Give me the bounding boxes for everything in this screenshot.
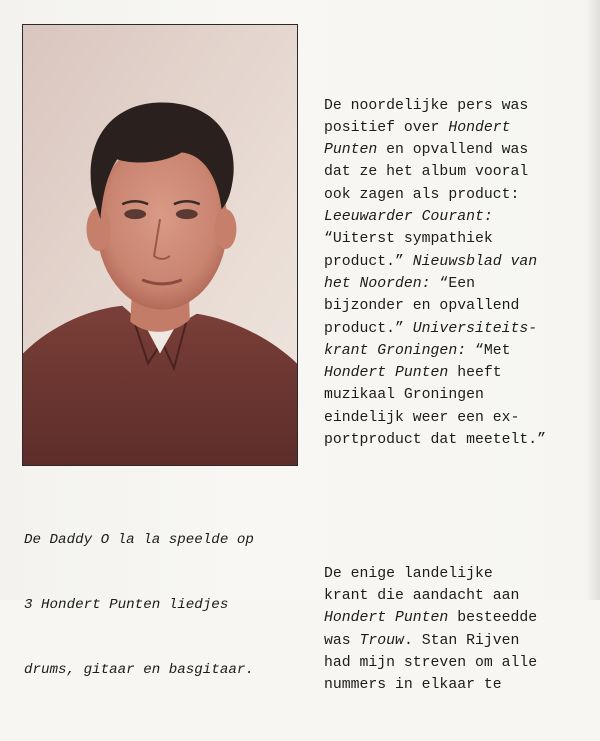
body-text-line [324,563,594,585]
body-text-line [324,630,594,652]
italic-segment: Universiteits- [412,320,538,337]
body-text-column [324,50,594,741]
body-text-line [324,585,594,607]
paragraph-gap [324,496,594,518]
text-segment: bijzonder en opvallend [324,298,520,315]
body-text-line [324,607,594,629]
body-text-line [324,273,594,295]
text-segment: product.” [324,253,413,270]
caption-line: drums, gitaar en basgitaar. [24,662,254,679]
body-text-line [324,139,594,161]
text-segment: De enige landelijke [324,565,493,582]
text-segment: was [324,632,360,649]
body-text-line [324,407,594,429]
italic-segment: Trouw [359,632,404,649]
text-segment: muzikaal Groningen [324,387,484,404]
body-text-line [324,674,594,696]
body-text-line [324,362,594,384]
italic-segment: Punten [324,142,378,159]
body-text-line [324,184,594,206]
body-paragraph-national-press [324,563,594,697]
text-segment: positief over [324,119,449,136]
portrait-illustration [23,25,297,465]
italic-segment: Leeuwarder Courant: [324,209,493,226]
italic-segment: Hondert Punten [324,610,449,627]
text-segment: eindelijk weer een ex- [324,409,520,426]
text-segment: heeft [448,365,502,382]
body-text-line [324,251,594,273]
body-paragraph-press-reviews [324,95,594,452]
photo-caption [24,487,314,725]
text-segment: en opvallend was [377,142,529,159]
text-segment: . Stan Rijven [403,632,520,649]
caption-line: De Daddy O la la speelde op [24,531,254,548]
text-segment: “Met [466,342,511,359]
body-text-line [324,295,594,317]
body-text-line [324,340,594,362]
body-text-line [324,206,594,228]
text-segment: krant die aandacht aan [324,588,520,605]
text-segment: ook zagen als product: [324,186,520,203]
italic-segment: Hondert Punten [324,365,449,382]
body-text-line [324,652,594,674]
italic-segment: krant Groningen: [324,342,467,359]
text-segment: product.” [324,320,413,337]
body-text-line [324,429,594,451]
body-text-line [324,117,594,139]
text-segment: nummers in elkaar te [324,677,502,694]
italic-segment: Nieuwsblad van [412,253,538,270]
text-segment: “Uiterst sympathiek [324,231,493,248]
body-text-line [324,161,594,183]
text-segment: besteedde [448,610,538,627]
text-segment: had mijn streven om alle [324,655,538,672]
body-text-line [324,318,594,340]
body-text-line [324,228,594,250]
italic-segment: Hondert [448,119,511,136]
body-text-line [324,95,594,117]
text-segment: “Een [430,275,475,292]
caption-line: 3 Hondert Punten liedjes [24,596,229,613]
text-segment: De noordelijke pers was [324,97,529,114]
text-segment: dat ze het album vooral [324,164,529,181]
body-text-line [324,384,594,406]
italic-segment: het Noorden: [324,275,431,292]
text-segment: portproduct dat meetelt.” [324,432,546,449]
portrait-photo [22,24,298,466]
